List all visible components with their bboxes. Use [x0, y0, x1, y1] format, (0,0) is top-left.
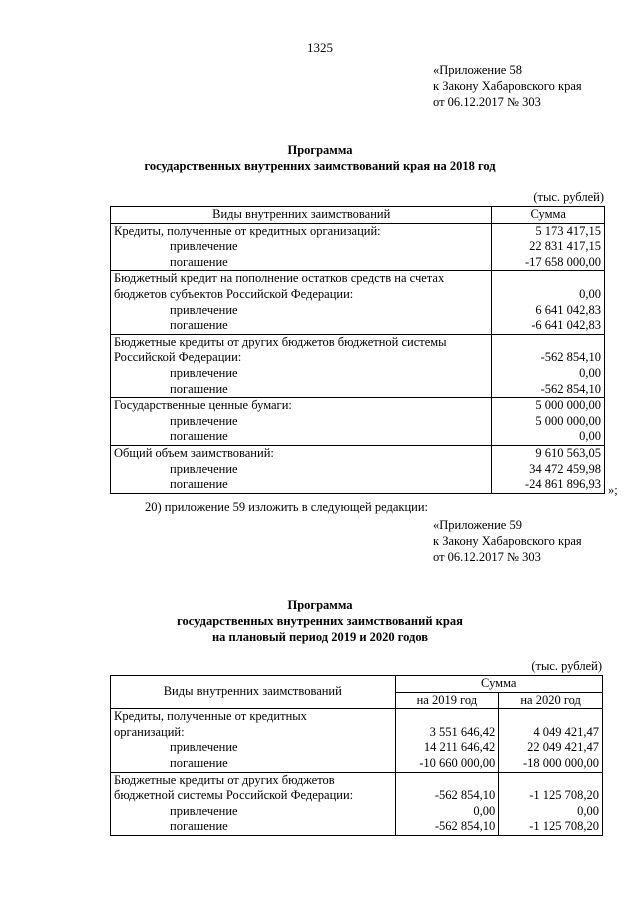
row-total-2019: -562 854,10	[434, 788, 496, 803]
header-type: Виды внутренних заимствований	[111, 676, 396, 709]
appendix-59-line3: от 06.12.2017 № 303	[433, 550, 541, 564]
row-label: Бюджетный кредит на пополнение остатков средств на счетах	[114, 271, 445, 286]
row-attract: 22 831 417,15	[529, 239, 601, 254]
attract-label: привлечение	[170, 302, 238, 317]
attract-label: привлечение	[170, 239, 238, 254]
row-label: Российской Федерации:	[114, 350, 242, 365]
row-label: Кредиты, полученные от кредитных организаций:	[114, 223, 381, 238]
row-label: организаций:	[114, 724, 185, 739]
row-label: Государственные ценные бумаги:	[114, 398, 292, 413]
row-repay: -17 658 000,00	[524, 254, 601, 269]
row-total-2020: 4 049 421,47	[533, 724, 599, 739]
header-sum: Сумма	[395, 676, 602, 693]
row-total: 9 610 563,05	[535, 445, 601, 460]
row-repay: -562 854,10	[540, 381, 601, 396]
header-type: Виды внутренних заимствований	[111, 207, 492, 224]
appendix-59-caption	[433, 517, 582, 565]
appendix-58-line2: к Закону Хабаровского края	[433, 79, 582, 93]
row-attract-2020: 0,00	[577, 803, 599, 818]
appendix-58-line1: «Приложение 58	[433, 63, 522, 77]
row-total: 0,00	[579, 286, 601, 301]
table-row	[111, 772, 603, 835]
table-row	[111, 271, 605, 334]
row-total-2020: -1 125 708,20	[529, 788, 599, 803]
row-repay: 0,00	[579, 429, 601, 444]
row-label: Бюджетные кредиты от других бюджетов бюджетной системы	[114, 334, 447, 349]
row-label: бюджетов субъектов Российской Федерации:	[114, 286, 354, 301]
attract-label: привлечение	[170, 413, 238, 428]
row-repay: -6 641 042,83	[531, 318, 601, 333]
row-attract-2019: 0,00	[473, 803, 496, 818]
program2-title-line2: государственных внутренних заимствований края	[177, 614, 463, 628]
program1-table	[110, 206, 605, 494]
table-row	[111, 223, 605, 271]
row-label: Бюджетные кредиты от других бюджетов	[114, 772, 335, 787]
paragraph-20: 20) приложение 59 изложить в следующей редакции:	[145, 500, 428, 514]
program2-title-line3: на плановый период 2019 и 2020 годов	[211, 630, 429, 644]
program2-title-line1: Программа	[287, 598, 353, 612]
row-attract-2019: 14 211 646,42	[423, 740, 496, 755]
attract-label: привлечение	[170, 365, 238, 380]
row-repay-2020: -18 000 000,00	[522, 755, 599, 770]
header-year-2019: на 2019 год	[395, 692, 499, 709]
repay-label: погашение	[170, 755, 228, 770]
row-label: бюджетной системы Российской Федерации:	[114, 788, 354, 803]
attract-label: привлечение	[170, 803, 238, 818]
program2-title	[0, 597, 640, 645]
header-year-2020: на 2020 год	[499, 692, 603, 709]
repay-label: погашение	[170, 318, 228, 333]
appendix-59-line1: «Приложение 59	[433, 518, 522, 532]
row-total: -562 854,10	[540, 350, 601, 365]
repay-label: погашение	[170, 429, 228, 444]
row-attract: 6 641 042,83	[535, 302, 601, 317]
row-repay-2020: -1 125 708,20	[529, 819, 599, 834]
closing-quote: »;	[608, 483, 618, 497]
repay-label: погашение	[170, 819, 228, 834]
row-attract: 34 472 459,98	[529, 461, 601, 476]
header-sum: Сумма	[492, 207, 605, 224]
row-total: 5 173 417,15	[535, 223, 601, 238]
row-attract: 0,00	[579, 365, 601, 380]
table-row	[111, 709, 603, 772]
table-row	[111, 445, 605, 493]
program1-title-line2: государственных внутренних заимствований края на 2018 год	[144, 159, 496, 173]
row-repay: -24 861 896,93	[524, 477, 601, 492]
appendix-58-caption	[433, 62, 582, 110]
program1-title	[0, 142, 640, 174]
repay-label: погашение	[170, 254, 228, 269]
appendix-58-line3: от 06.12.2017 № 303	[433, 95, 541, 109]
row-attract: 5 000 000,00	[535, 413, 601, 428]
program1-units: (тыс. рублей)	[533, 190, 604, 204]
appendix-59-line2: к Закону Хабаровского края	[433, 534, 582, 548]
program2-table	[110, 675, 603, 836]
attract-label: привлечение	[170, 461, 238, 476]
row-repay-2019: -562 854,10	[434, 819, 496, 834]
program1-title-line1: Программа	[287, 143, 353, 157]
row-label: Общий объем заимствований:	[114, 445, 274, 460]
repay-label: погашение	[170, 381, 228, 396]
page-number: 1325	[307, 40, 333, 55]
attract-label: привлечение	[170, 740, 238, 755]
repay-label: погашение	[170, 477, 228, 492]
row-total-2019: 3 551 646,42	[429, 724, 496, 739]
row-attract-2020: 22 049 421,47	[527, 740, 599, 755]
row-label: Кредиты, полученные от кредитных	[114, 709, 307, 724]
program2-units: (тыс. рублей)	[531, 659, 602, 673]
table-header-row	[111, 207, 605, 224]
table-row	[111, 398, 605, 446]
table-row	[111, 334, 605, 397]
row-total: 5 000 000,00	[535, 398, 601, 413]
row-repay-2019: -10 660 000,00	[419, 755, 496, 770]
